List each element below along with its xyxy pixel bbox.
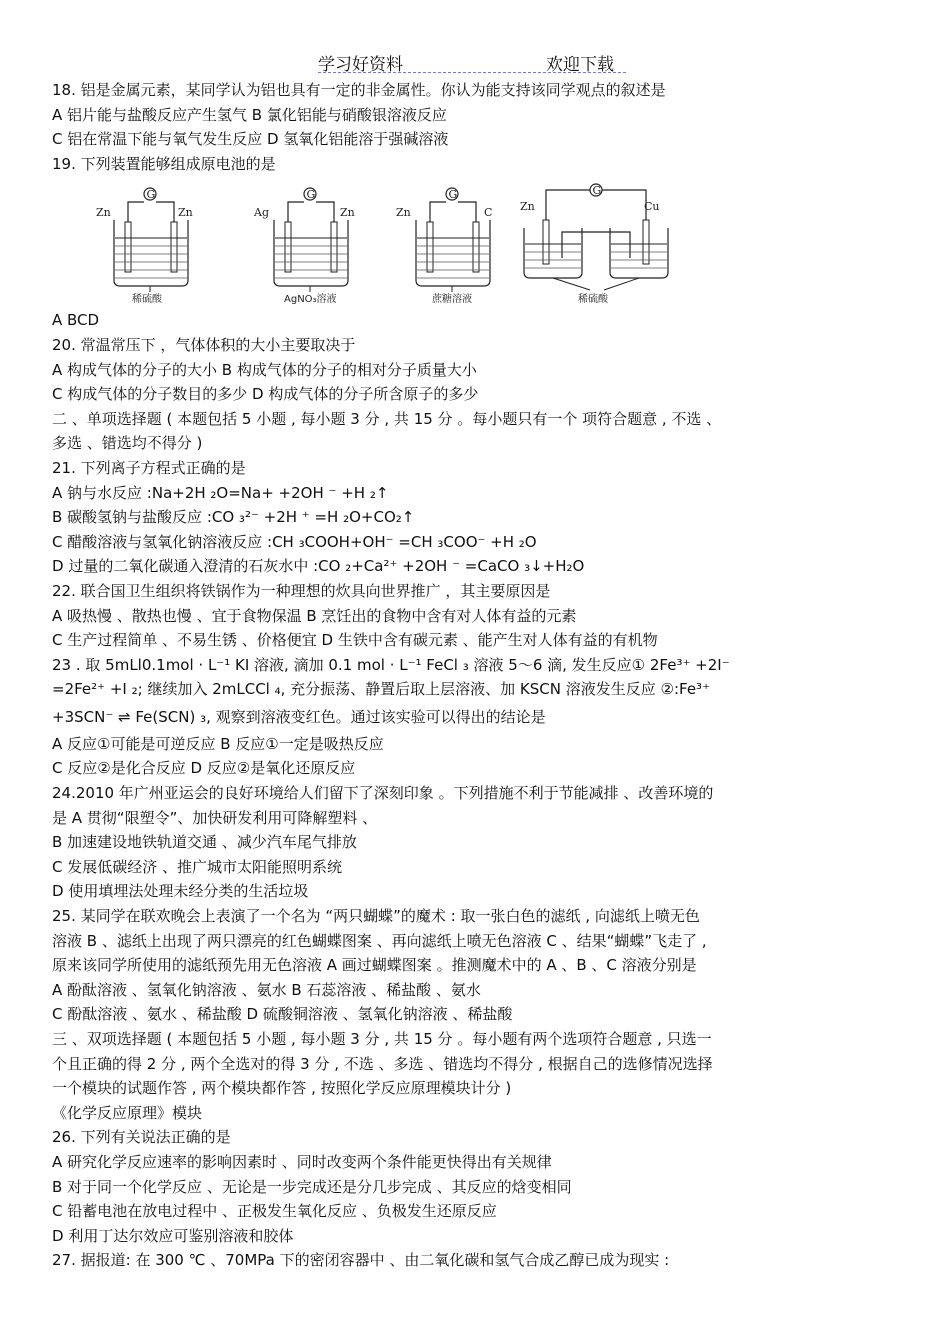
section-2-heading-cont: 多选 、错选均不得分 ) bbox=[52, 434, 203, 453]
cell-diagram-c bbox=[392, 180, 512, 306]
question-24-option-d: D 使用填埋法处理未经分类的生活垃圾 bbox=[52, 882, 309, 901]
electrode-right-label: C bbox=[484, 206, 493, 220]
question-26-option-a: A 研究化学反应速率的影响因素时 、同时改变两个条件能更快得出有关规律 bbox=[52, 1152, 552, 1171]
question-22-options-cd: C 生产过程简单 、不易生锈 、价格便宜 D 生铁中含有碳元素 、能产生对人体有益的有机物 bbox=[52, 631, 658, 650]
question-24-option-a: 是 A 贯彻“限塑令”、加快研发利用可降解塑料 、 bbox=[52, 808, 378, 827]
cell-diagrams bbox=[52, 180, 902, 308]
electrode-right-label: Zn bbox=[340, 206, 355, 220]
question-21-option-c: C 醋酸溶液与氢氧化钠溶液反应 :CH ₃COOH+OH⁻ =CH ₃COO⁻ +H ₂O bbox=[52, 532, 537, 551]
svg-text:G: G bbox=[306, 188, 316, 202]
question-25-options-cd: C 酚酞溶液 、氨水 、稀盐酸 D 硫酸铜溶液 、氢氧化钠溶液 、稀盐酸 bbox=[52, 1005, 513, 1024]
question-25-stem-3: 原来该同学所使用的滤纸预先用无色溶液 A 画过蝴蝶图案 。推测魔术中的 A 、B 、C 溶液分别是 bbox=[52, 956, 697, 975]
question-20-options-cd: C 构成气体的分子数目的多少 D 构成气体的分子所含原子的多少 bbox=[52, 385, 479, 404]
question-19-answer: A BCD bbox=[52, 311, 100, 330]
question-21-option-d: D 过量的二氧化碳通入澄清的石灰水中 :CO ₂+Ca²⁺ +2OH ⁻ =CaCO ₃↓+H₂O bbox=[52, 557, 585, 576]
cell-diagram-a bbox=[90, 180, 210, 306]
question-24-option-c: C 发展低碳经济 、推广城市太阳能照明系统 bbox=[52, 857, 343, 876]
question-20-stem: 20. 常温常压下 ，气体体积的大小主要取决于 bbox=[52, 335, 356, 354]
question-24-stem: 24.2010 年广州亚运会的良好环境给人们留下了深刻印象 。下列措施不利于节能减排 、改善环境的 bbox=[52, 784, 714, 803]
solution-label: 稀硫酸 bbox=[132, 294, 162, 306]
document-body bbox=[52, 78, 902, 1273]
electrode-left-label: Ag bbox=[254, 206, 269, 220]
question-26-option-d: D 利用丁达尔效应可鉴别溶液和胶体 bbox=[52, 1226, 294, 1245]
question-23-stem-3: +3SCN⁻ ⇌ Fe(SCN) ₃, 观察到溶液变红色。通过该实验可以得出的结论是 bbox=[52, 707, 546, 726]
header-left-text: 学习好资料 bbox=[318, 55, 403, 75]
svg-text:G: G bbox=[146, 188, 156, 202]
electrode-left-label: Zn bbox=[96, 206, 111, 220]
cell-diagram-d bbox=[518, 180, 674, 306]
question-25-stem-1: 25. 某同学在联欢晚会上表演了一个名为 “两只蝴蝶”的魔术 : 取一张白色的滤纸 , 向滤纸上喷无色 bbox=[52, 907, 700, 926]
question-21-option-b: B 碳酸氢钠与盐酸反应 :CO ₃²⁻ +2H ⁺ =H ₂O+CO₂↑ bbox=[52, 508, 415, 527]
section-3-heading-cont2: 一个模块的试题作答 , 两个模块都作答 , 按照化学反应原理模块计分 ) bbox=[52, 1079, 512, 1098]
electrode-left-label: Zn bbox=[520, 200, 535, 214]
header-right-text: 欢迎下载 bbox=[546, 55, 614, 75]
question-24-option-b: B 加速建设地铁轨道交通 、减少汽车尾气排放 bbox=[52, 833, 357, 852]
question-26-option-c: C 铅蓄电池在放电过程中 、正极发生氧化反应 、负极发生还原反应 bbox=[52, 1202, 497, 1221]
section-3-heading: 三 、双项选择题 ( 本题包括 5 小题 , 每小题 3 分 , 共 15 分 。每小题有两个选项符合题意 , 只选一 bbox=[52, 1030, 712, 1048]
question-27-stem: 27. 据报道: 在 300 ℃ 、70MPa 下的密闭容器中 、由二氧化碳和氢气合成乙醇已成为现实 : bbox=[52, 1251, 670, 1270]
question-18-stem: 18. 铝是金属元素，某同学认为铝也具有一定的非金属性。你认为能支持该同学观点的叙述是 bbox=[52, 81, 666, 99]
section-2-heading: 二 、单项选择题 ( 本题包括 5 小题 , 每小题 3 分 , 共 15 分 。每小题只有一个 项符合题意 , 不选 、 bbox=[52, 409, 722, 428]
section-3-heading-cont: 个且正确的得 2 分 , 两个全选对的得 3 分 , 不选 、多选 、错选均不得分 , 根据自己的选修情况选择 bbox=[52, 1054, 713, 1073]
electrode-right-label: Cu bbox=[644, 200, 660, 214]
question-23-options-ab: A 反应①可能是可逆反应 B 反应①一定是吸热反应 bbox=[52, 734, 384, 753]
question-22-stem: 22. 联合国卫生组织将铁锅作为一种理想的炊具向世界推广 ，其主要原因是 bbox=[52, 581, 551, 600]
svg-text:G: G bbox=[592, 184, 602, 198]
page-header bbox=[0, 50, 950, 74]
question-25-stem-2: 溶液 B 、滤纸上出现了两只漂亮的红色蝴蝶图案 、再向滤纸上喷无色溶液 C 、结果“蝴蝶”飞走了 , bbox=[52, 931, 707, 950]
solution-label: 稀硫酸 bbox=[578, 294, 608, 306]
module-title: 《化学反应原理》模块 bbox=[52, 1103, 203, 1122]
cell-diagram-b bbox=[250, 180, 370, 306]
solution-label: 蔗糖溶液 bbox=[432, 294, 472, 306]
electrode-right-label: Zn bbox=[178, 206, 193, 220]
header-underline bbox=[318, 72, 626, 73]
question-18-options-ab: A 铝片能与盐酸反应产生氢气 B 氯化铝能与硝酸银溶液反应 bbox=[52, 105, 447, 124]
question-21-stem: 21. 下列离子方程式正确的是 bbox=[52, 458, 246, 477]
question-18-options-cd: C 铝在常温下能与氧气发生反应 D 氢氧化铝能溶于强碱溶液 bbox=[52, 130, 449, 149]
svg-text:G: G bbox=[448, 188, 458, 202]
electrode-left-label: Zn bbox=[396, 206, 411, 220]
question-23-stem-1: 23 . 取 5mLl0.1mol · L⁻¹ KI 溶液, 滴加 0.1 mol · L⁻¹ FeCl ₃ 溶液 5～6 滴, 发生反应① 2Fe³⁺ +2I⁻ bbox=[52, 655, 730, 674]
question-21-option-a: A 钠与水反应 :Na+2H ₂O=Na+ +2OH ⁻ +H ₂↑ bbox=[52, 483, 389, 502]
question-26-option-b: B 对于同一个化学反应 、无论是一步完成还是分几步完成 、其反应的焓变相同 bbox=[52, 1177, 572, 1196]
question-25-options-ab: A 酚酞溶液 、氢氧化钠溶液 、氨水 B 石蕊溶液 、稀盐酸 、氨水 bbox=[52, 980, 481, 999]
solution-label: AgNO₃溶液 bbox=[284, 294, 337, 306]
question-23-stem-2: =2Fe²⁺ +I ₂; 继续加入 2mLCCl ₄, 充分振荡、静置后取上层溶液、加 KSCN 溶液发生反应 ②:Fe³⁺ bbox=[52, 680, 710, 699]
question-22-options-ab: A 吸热慢 、散热也慢 、宜于食物保温 B 烹饪出的食物中含有对人体有益的元素 bbox=[52, 606, 577, 625]
question-19-stem: 19. 下列装置能够组成原电池的是 bbox=[52, 154, 276, 173]
question-23-options-cd: C 反应②是化合反应 D 反应②是氧化还原反应 bbox=[52, 759, 356, 778]
question-20-options-ab: A 构成气体的分子的大小 B 构成气体的分子的相对分子质量大小 bbox=[52, 360, 477, 379]
question-26-stem: 26. 下列有关说法正确的是 bbox=[52, 1128, 231, 1147]
